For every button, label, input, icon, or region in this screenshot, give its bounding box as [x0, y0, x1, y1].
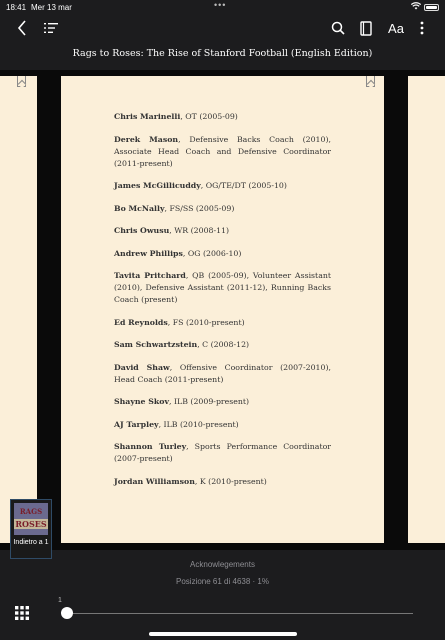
entry-detail: , OG (2006-10) — [182, 248, 242, 258]
page-entry — [114, 317, 331, 329]
page-entry — [114, 362, 331, 386]
text-size-icon[interactable]: Aa — [388, 20, 404, 36]
more-vertical-icon[interactable] — [414, 18, 430, 38]
page-entry — [114, 476, 331, 488]
page-entry — [114, 270, 331, 306]
page-entry — [114, 180, 331, 192]
page-entry — [114, 111, 331, 123]
page-text — [114, 111, 331, 498]
next-page[interactable] — [408, 76, 445, 543]
entry-name: Ed Reynolds — [114, 317, 168, 327]
entry-name: Derek Mason — [114, 134, 179, 144]
entry-detail: , K (2010-present) — [194, 476, 267, 486]
back-to-location-label: Indietro a 1 — [13, 539, 49, 546]
entry-name: James McGillicuddy — [114, 181, 201, 190]
search-icon[interactable] — [328, 18, 348, 38]
current-page[interactable] — [61, 76, 384, 543]
page-entry — [114, 248, 331, 260]
bookmark-icon[interactable] — [366, 76, 375, 87]
progress-slider-track[interactable] — [62, 613, 413, 614]
location-indicator: Posizione 61 di 4638 · 1% — [176, 577, 269, 586]
entry-name: Tavita Pritchard — [114, 271, 186, 280]
entry-detail: , C (2008-12) — [197, 340, 250, 349]
entry-detail: , Sports Performance Coordinator (2007-present) — [114, 442, 332, 463]
book-title: Rags to Roses: The Rise of Stanford Football (English Edition) — [72, 48, 373, 59]
battery-icon — [424, 4, 439, 11]
entry-name: Shannon Turley — [114, 442, 187, 451]
page-entry — [114, 419, 331, 431]
entry-name: Bo McNally — [114, 203, 165, 213]
entry-detail: , ILB (2010-present) — [158, 419, 239, 429]
previous-page[interactable] — [0, 76, 37, 543]
entry-name: David Shaw — [114, 362, 170, 372]
status-date: Mer 13 mar — [31, 3, 72, 12]
wifi-icon — [411, 2, 421, 12]
notebook-icon[interactable] — [356, 18, 376, 38]
home-indicator[interactable] — [149, 632, 297, 636]
page-entry — [114, 339, 331, 351]
entry-detail: , OT (2005-09) — [180, 112, 238, 121]
reader-area[interactable] — [0, 70, 445, 550]
page-entry — [114, 441, 331, 465]
reader-toolbar — [0, 14, 445, 42]
status-time: 18:41 — [6, 3, 27, 12]
page-entry — [114, 396, 331, 408]
entry-detail: , Defensive Backs Coach (2010), Associate Head Coach and Defensive Coordinator (2011-present) — [114, 134, 331, 168]
book-cover-thumbnail: RAGS ROSES — [14, 503, 48, 535]
chapter-title: Acknowlegements — [190, 560, 255, 569]
entry-detail: , FS (2010-present) — [167, 317, 245, 327]
bookmark-icon[interactable] — [17, 76, 26, 87]
chevron-left-icon[interactable] — [12, 18, 32, 38]
entry-detail: , WR (2008-11) — [169, 226, 230, 235]
entry-detail: , FS/SS (2005-09) — [164, 203, 235, 213]
entry-detail: , ILB (2009-present) — [169, 397, 250, 406]
page-entry — [114, 225, 331, 237]
slider-page-label: 1 — [58, 597, 62, 604]
entry-name: Sam Schwartzstein — [114, 340, 198, 349]
entry-detail: , QB (2005-09), Volunteer Assistant (2010), Defensive Assistant (2011-12), Running Backs Coach (present) — [114, 271, 331, 304]
entry-detail: , OG/TE/DT (2005-10) — [200, 181, 287, 190]
entry-detail: , Offensive Coordinator (2007-2010), Head Coach (2011-present) — [114, 362, 331, 384]
entry-name: Shayne Skov — [114, 397, 169, 406]
page-entry — [114, 134, 331, 170]
grid-icon[interactable] — [15, 606, 29, 620]
entry-name: AJ Tarpley — [114, 419, 159, 429]
entry-name: Jordan Williamson — [114, 476, 195, 486]
entry-name: Chris Marinelli — [114, 112, 181, 121]
entry-name: Chris Owusu — [114, 226, 170, 235]
list-icon[interactable] — [40, 18, 62, 38]
back-to-location-button[interactable] — [10, 499, 52, 559]
page-entry — [114, 203, 331, 215]
progress-slider-thumb[interactable] — [61, 607, 73, 619]
status-bar — [0, 0, 445, 14]
entry-name: Andrew Phillips — [114, 248, 183, 258]
multitasking-dots[interactable]: ••• — [214, 0, 227, 10]
